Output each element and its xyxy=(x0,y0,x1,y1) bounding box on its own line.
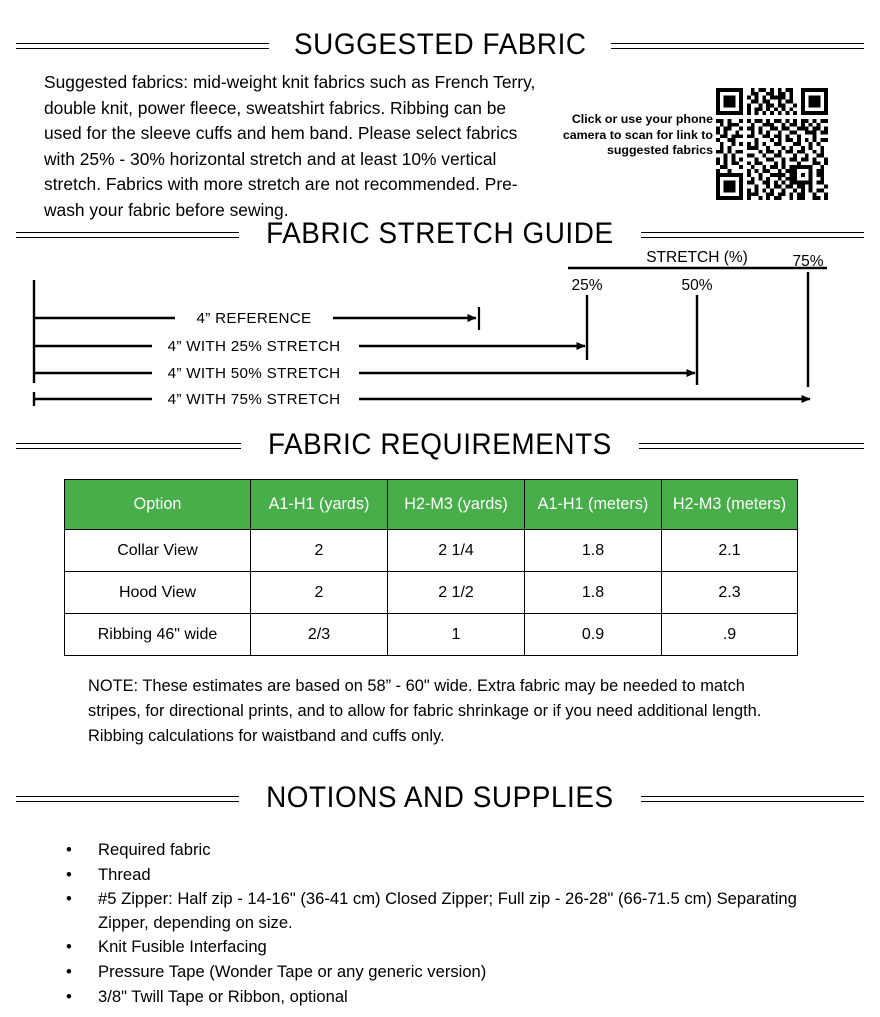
bullet-icon: • xyxy=(66,889,72,909)
list-item-label: 3/8" Twill Tape or Ribbon, optional xyxy=(98,986,348,1006)
table-cell: 1.8 xyxy=(525,530,662,572)
table-header-cell: H2-M3 (yards) xyxy=(388,480,525,530)
table-header-cell: H2-M3 (meters) xyxy=(662,480,798,530)
list-item-label: Knit Fusible Interfacing xyxy=(98,937,267,957)
table-cell: 2 1/4 xyxy=(388,530,525,572)
table-cell: 1.8 xyxy=(525,572,662,614)
fabric-requirements-table xyxy=(64,479,798,656)
divider-rule-left xyxy=(16,796,239,802)
divider-rule-left xyxy=(16,232,239,238)
list-item-label: Required fabric xyxy=(98,840,211,859)
divider-rule-right xyxy=(641,796,864,802)
table-cell: 2 xyxy=(251,572,388,614)
table-header-cell: A1-H1 (yards) xyxy=(251,480,388,530)
stretch-tick-label-75: 75% xyxy=(792,253,824,270)
bullet-icon: • xyxy=(66,840,72,859)
page-title-fabric-requirements: FABRIC REQUIREMENTS xyxy=(268,428,612,461)
suggested-fabric-body-text: Suggested fabrics: mid-weight knit fabrics such as French Terry, double knit, power fleece, sweatshirt fabrics. Ribbing can be used for the sleeve cuffs and hem band. Please select fabrics with 25% - 30% horizontal stretch and at least 10% vertical stretch. Fabrics with more stretch are not recommended. Pre-wash your fabric before sewing. xyxy=(44,72,536,220)
table-row xyxy=(65,572,798,614)
stretch-tick-label-25: 25% xyxy=(571,277,603,294)
bullet-icon: • xyxy=(66,864,72,884)
fabric-requirements-note: NOTE: These estimates are based on 58” - 60" wide. Extra fabric may be needed to match stripes, for directional prints, and to allow for fabric shrinkage or if you need additional length. Ribbing calculations for waistband and cuffs only. xyxy=(88,677,762,745)
table-cell: 2 1/2 xyxy=(388,572,525,614)
divider-rule-right xyxy=(639,443,864,449)
list-item xyxy=(60,887,820,934)
table-cell: Collar View xyxy=(65,530,251,572)
table-row xyxy=(65,530,798,572)
table-header-cell: A1-H1 (meters) xyxy=(525,480,662,530)
section-header-suggested-fabric xyxy=(0,30,880,62)
table-header-cell: Option xyxy=(65,480,251,530)
table-cell: 2.3 xyxy=(662,572,798,614)
stretch-tick-label-50: 50% xyxy=(681,277,713,294)
list-item-label: Pressure Tape (Wonder Tape or any generic version) xyxy=(98,961,487,981)
bullet-icon: • xyxy=(66,961,72,981)
table-cell: 2 xyxy=(251,530,388,572)
table-cell: 1 xyxy=(388,614,525,656)
section-header-notions-and-supplies xyxy=(0,783,880,815)
qr-code-icon[interactable] xyxy=(716,88,828,200)
divider-rule-left xyxy=(16,43,269,49)
table-cell: Hood View xyxy=(65,572,251,614)
table-cell: Ribbing 46" wide xyxy=(65,614,251,656)
divider-rule-right xyxy=(641,232,864,238)
list-item xyxy=(60,960,820,984)
fabric-stretch-guide-diagram xyxy=(0,240,880,420)
list-item-label: #5 Zipper: Half zip - 14-16" (36-41 cm) Closed Zipper; Full zip - 26-28" (66-71.5 cm) Separating Zipper, depending on size. xyxy=(98,889,797,932)
list-item-label: Thread xyxy=(98,864,151,884)
table-header-row xyxy=(65,480,798,530)
table-cell: .9 xyxy=(662,614,798,656)
table-cell: 2.1 xyxy=(662,530,798,572)
table-row xyxy=(65,614,798,656)
notions-supplies-list xyxy=(60,838,820,1009)
list-item xyxy=(60,985,820,1009)
list-item xyxy=(60,935,820,959)
stretch-row-label-75: 4” WITH 75% STRETCH xyxy=(167,391,341,408)
bullet-icon: • xyxy=(66,937,72,957)
page-title-fabric-stretch-guide: FABRIC STRETCH GUIDE xyxy=(266,217,614,250)
qr-caption-text[interactable]: Click or use your phone camera to scan for link to suggested fabrics xyxy=(562,112,713,157)
table-cell: 2/3 xyxy=(251,614,388,656)
list-item xyxy=(60,863,820,887)
stretch-row-label-25: 4” WITH 25% STRETCH xyxy=(167,338,341,355)
bullet-icon: • xyxy=(66,986,72,1006)
page-title-suggested-fabric: SUGGESTED FABRIC xyxy=(293,28,587,61)
table-cell: 0.9 xyxy=(525,614,662,656)
list-item xyxy=(60,838,820,862)
stretch-row-label-reference: 4” REFERENCE xyxy=(196,310,312,327)
divider-rule-right xyxy=(611,43,864,49)
stretch-axis-label: STRETCH (%) xyxy=(646,249,748,266)
page-title-notions-and-supplies: NOTIONS AND SUPPLIES xyxy=(266,781,614,814)
section-header-fabric-requirements xyxy=(0,430,880,462)
divider-rule-left xyxy=(16,443,241,449)
stretch-row-label-50: 4” WITH 50% STRETCH xyxy=(167,365,341,382)
